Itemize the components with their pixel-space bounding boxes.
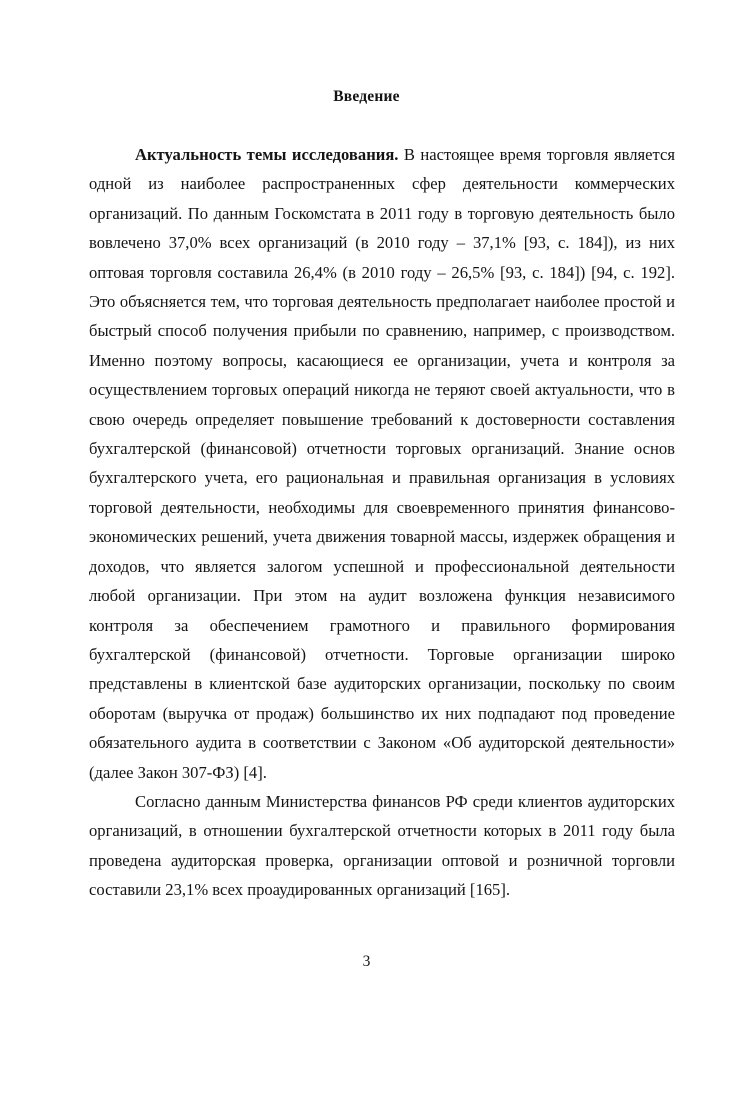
paragraph-ministry-data [89,787,675,905]
paragraph-relevance [89,140,675,787]
paragraph-text: Согласно данным Министерства финансов РФ среди клиентов аудиторских организаций, в отношении бухгалтерской отчетности которых в 2011 году была проведена аудиторская проверка, организации оптовой и розничной торговли составили 23,1% всех проаудированных организаций [165]. [89,791,675,900]
body-text [89,140,675,905]
paragraph-lead: Актуальность темы исследования. [135,145,399,164]
section-title: Введение [333,88,400,105]
page-number: 3 [362,953,371,970]
paragraph-text: В настоящее время торговля является одной из наиболее распространенных сфер деятельности коммерческих организаций. По данным Госкомстата в 2011 году в торговую деятельность было вовлечено 37,0% всех организаций (в 2010 году – 37,1% [93, с. 184]), из них оптовая торговля составила 26,4% (в 2010 году – 26,5% [93, с. 184]) [94, с. 192]. Это объясняется тем, что торговая деятельность предполагает наиболее простой и быстрый способ получения прибыли по сравнению, например, с производством. Именно поэтому вопросы, касающиеся ее организации, учета и контроля за осуществлением торговых операций никогда не теряют своей актуальности, что в свою очередь определяет повышение требований к достоверности составления бухгалтерской (финансовой) отчетности торговых организаций. Знание основ бухгалтерского учета, его рациональная и правильная организация в условиях торговой деятельности, необходимы для своевременного принятия финансово-экономических решений, учета движения товарной массы, издержек обращения и доходов, что является залогом успешной и профессиональной деятельности любой организации. При этом на аудит возложена функция независимого контроля за обеспечением грамотного и правильного формирования бухгалтерской (финансовой) отчетности. Торговые организации широко представлены в клиентской базе аудиторских организации, поскольку по своим оборотам (выручка от продаж) большинство их них подпадают под проведение обязательного аудита в соответствии с Законом «Об аудиторской деятельности» (далее Закон 307-ФЗ) [4]. [89,145,675,782]
